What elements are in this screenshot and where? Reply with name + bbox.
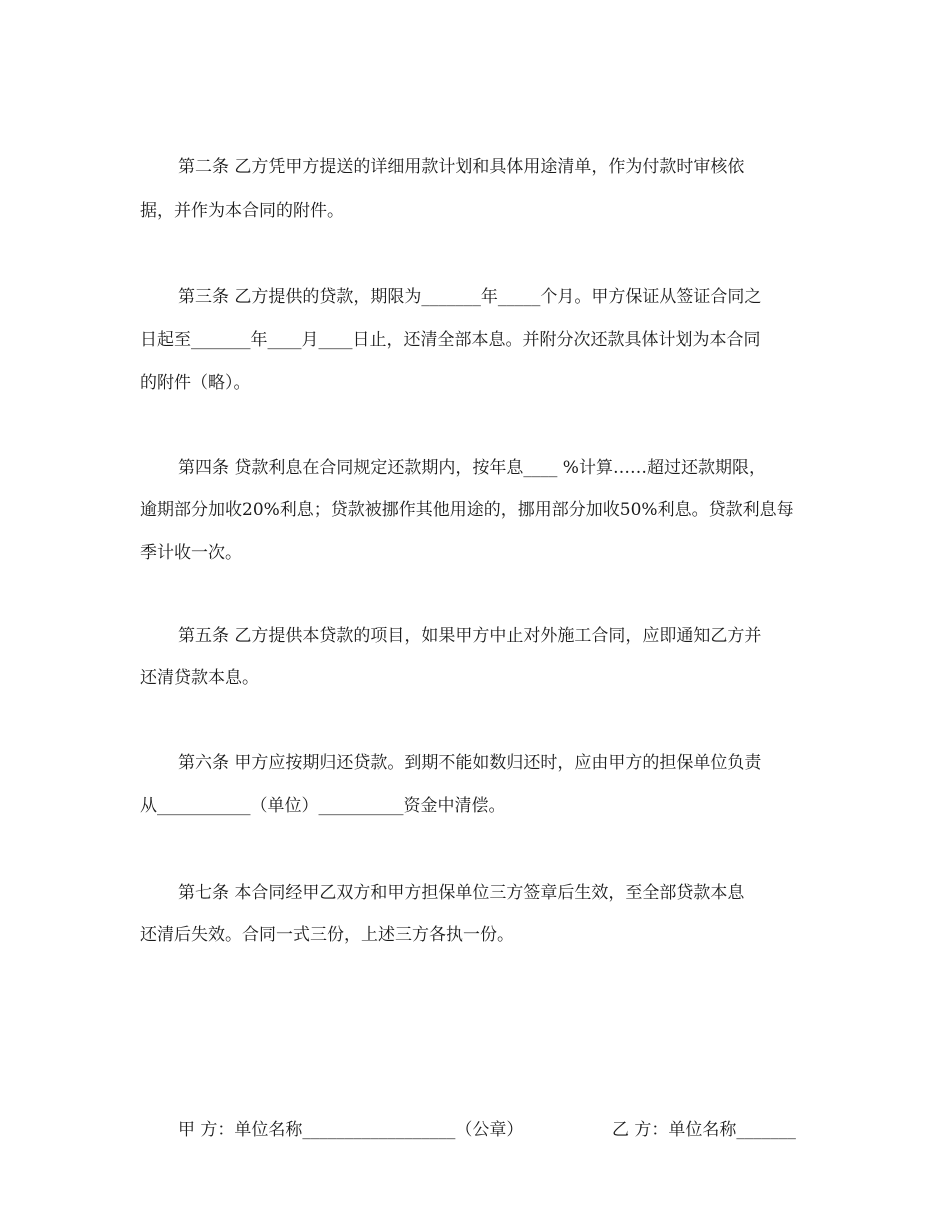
article-7-line-1: 第七条 本合同经甲乙双方和甲方担保单位三方签章后生效，至全部贷款本息 bbox=[178, 883, 745, 903]
article-6-line-2: 从___________（单位）__________资金中清偿。 bbox=[140, 796, 506, 816]
article-4-line-1: 第四条 贷款利息在合同规定还款期内，按年息____ %计算……超过还款期限， bbox=[178, 458, 766, 478]
article-4-line-2: 逾期部分加收20%利息；贷款被挪作其他用途的，挪用部分加收50%利息。贷款利息每 bbox=[140, 500, 794, 520]
article-5-line-2: 还清贷款本息。 bbox=[140, 668, 259, 688]
party-a-signature: 甲 方：单位名称__________________（公章） bbox=[178, 1120, 524, 1140]
article-3-line-1: 第三条 乙方提供的贷款，期限为_______年_____个月。甲方保证从签证合同之 bbox=[178, 287, 762, 307]
article-2-line-2: 据，并作为本合同的附件。 bbox=[140, 201, 344, 221]
article-5-line-1: 第五条 乙方提供本贷款的项目，如果甲方中止对外施工合同，应即通知乙方并 bbox=[178, 626, 762, 646]
article-6-line-1: 第六条 甲方应按期归还贷款。到期不能如数归还时，应由甲方的担保单位负责 bbox=[178, 753, 762, 773]
article-7-line-2: 还清后失效。合同一式三份，上述三方各执一份。 bbox=[140, 925, 514, 945]
article-4-line-3: 季计收一次。 bbox=[140, 543, 242, 563]
article-2-line-1: 第二条 乙方凭甲方提送的详细用款计划和具体用途清单，作为付款时审核依 bbox=[178, 157, 745, 177]
article-3-line-2: 日起至_______年____月____日止，还清全部本息。并附分次还款具体计划为本合同 bbox=[140, 330, 761, 350]
party-b-signature: 乙 方：单位名称_______ bbox=[612, 1120, 796, 1140]
article-3-line-3: 的附件（略）。 bbox=[140, 373, 251, 393]
